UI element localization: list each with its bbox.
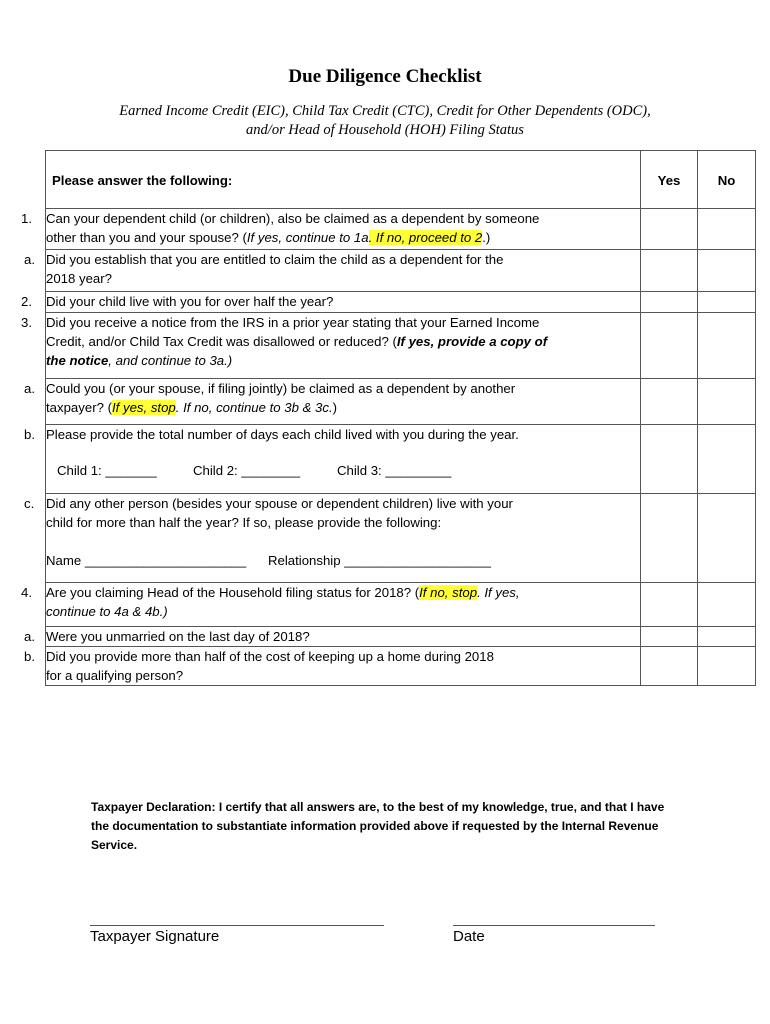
question-3a: a. Could you (or your spouse, if filing jointly) be claimed as a dependent by another taxpayer? (If yes, stop. If no, continue to 3b & 3c.)	[46, 379, 641, 425]
question-4: 4. Are you claiming Head of the Household filing status for 2018? (If no, stop. If yes, continue to 4a & 4b.)	[46, 583, 641, 627]
question-2: 2. Did your child live with you for over half the year?	[46, 292, 641, 313]
child-1-days-field[interactable]: Child 1: _______	[57, 463, 157, 478]
header-yes: Yes	[641, 151, 698, 209]
yes-checkbox-cell[interactable]	[641, 250, 698, 292]
question-number: 4.	[21, 585, 32, 600]
yes-checkbox-cell[interactable]	[641, 494, 698, 583]
question-3c: c. Did any other person (besides your spouse or dependent children) live with your child for more than half the year? If so, please provide the following: Name ______________________ Relationship ____________________	[46, 494, 641, 583]
question-4b-row	[46, 647, 756, 686]
question-letter: b.	[24, 427, 35, 442]
question-letter: b.	[24, 649, 35, 664]
no-checkbox-cell[interactable]	[698, 494, 756, 583]
question-1a-row	[46, 250, 756, 292]
header-row	[46, 151, 756, 209]
question-4b: b. Did you provide more than half of the cost of keeping up a home during 2018 for a qualifying person?	[46, 647, 641, 686]
header-no: No	[698, 151, 756, 209]
question-3-row	[46, 313, 756, 379]
yes-checkbox-cell[interactable]	[641, 292, 698, 313]
question-letter: a.	[24, 252, 35, 267]
question-letter: a.	[24, 629, 35, 644]
highlight: If no, stop	[419, 585, 478, 600]
no-checkbox-cell[interactable]	[698, 250, 756, 292]
no-checkbox-cell[interactable]	[698, 425, 756, 494]
question-letter: a.	[24, 381, 35, 396]
question-4a: a. Were you unmarried on the last day of 2018?	[46, 627, 641, 647]
page-title: Due Diligence Checklist	[288, 66, 482, 87]
no-checkbox-cell[interactable]	[698, 647, 756, 686]
other-person-name-field[interactable]: Name ______________________	[46, 553, 247, 568]
highlight: If yes, stop	[111, 400, 176, 415]
header-question: Please answer the following:	[46, 151, 641, 209]
signature-line[interactable]	[90, 925, 384, 926]
date-line[interactable]	[453, 925, 655, 926]
no-checkbox-cell[interactable]	[698, 292, 756, 313]
subtitle-line-2: and/or Head of Household (HOH) Filing Status	[246, 122, 524, 138]
child-2-days-field[interactable]: Child 2: ________	[193, 463, 301, 478]
question-1: 1. Can your dependent child (or children), also be claimed as a dependent by someone other than you and your spouse? (If yes, continue to 1a. If no, proceed to 2.)	[46, 209, 641, 250]
subtitle-line-1: Earned Income Credit (EIC), Child Tax Credit (CTC), Credit for Other Dependents (ODC),	[119, 103, 651, 119]
yes-checkbox-cell[interactable]	[641, 425, 698, 494]
yes-checkbox-cell[interactable]	[641, 379, 698, 425]
question-1a: a. Did you establish that you are entitled to claim the child as a dependent for the 2018 year?	[46, 250, 641, 292]
checklist-table	[21, 150, 756, 686]
question-4a-row	[46, 627, 756, 647]
question-number: 3.	[21, 315, 32, 330]
question-number: 1.	[21, 211, 32, 226]
no-checkbox-cell[interactable]	[698, 313, 756, 379]
question-letter: c.	[24, 496, 35, 511]
no-checkbox-cell[interactable]	[698, 379, 756, 425]
date-label: Date	[453, 928, 485, 945]
question-number: 2.	[21, 294, 32, 309]
yes-checkbox-cell[interactable]	[641, 647, 698, 686]
highlight: .	[368, 230, 376, 245]
question-3a-row	[46, 379, 756, 425]
question-3b-row	[46, 425, 756, 494]
signature-label: Taxpayer Signature	[90, 928, 220, 945]
question-4-row	[46, 583, 756, 627]
taxpayer-declaration: Taxpayer Declaration: I certify that all answers are, to the best of my knowledge, true, and that I have the documentation to substantiate information provided above if requested by the Internal Revenue Service.	[91, 800, 665, 852]
highlight: If no, proceed to 2	[375, 230, 483, 245]
question-3: 3. Did you receive a notice from the IRS in a prior year stating that your Earned Income Credit, and/or Child Tax Credit was disallowed or reduced? (If yes, provide a copy of the notice, and continue to 3a.)	[46, 313, 641, 379]
yes-checkbox-cell[interactable]	[641, 583, 698, 627]
relationship-field[interactable]: Relationship ____________________	[268, 553, 491, 568]
question-3b: b. Please provide the total number of days each child lived with you during the year. Child 1: _______ Child 2: ________ Child 3: _________	[46, 425, 641, 494]
no-checkbox-cell[interactable]	[698, 583, 756, 627]
no-checkbox-cell[interactable]	[698, 209, 756, 250]
page-subtitle	[0, 102, 770, 140]
no-checkbox-cell[interactable]	[698, 627, 756, 647]
question-2-row	[46, 292, 756, 313]
yes-checkbox-cell[interactable]	[641, 627, 698, 647]
child-3-days-field[interactable]: Child 3: _________	[337, 463, 452, 478]
question-3c-row	[46, 494, 756, 583]
question-1-row	[46, 209, 756, 250]
yes-checkbox-cell[interactable]	[641, 209, 698, 250]
yes-checkbox-cell[interactable]	[641, 313, 698, 379]
